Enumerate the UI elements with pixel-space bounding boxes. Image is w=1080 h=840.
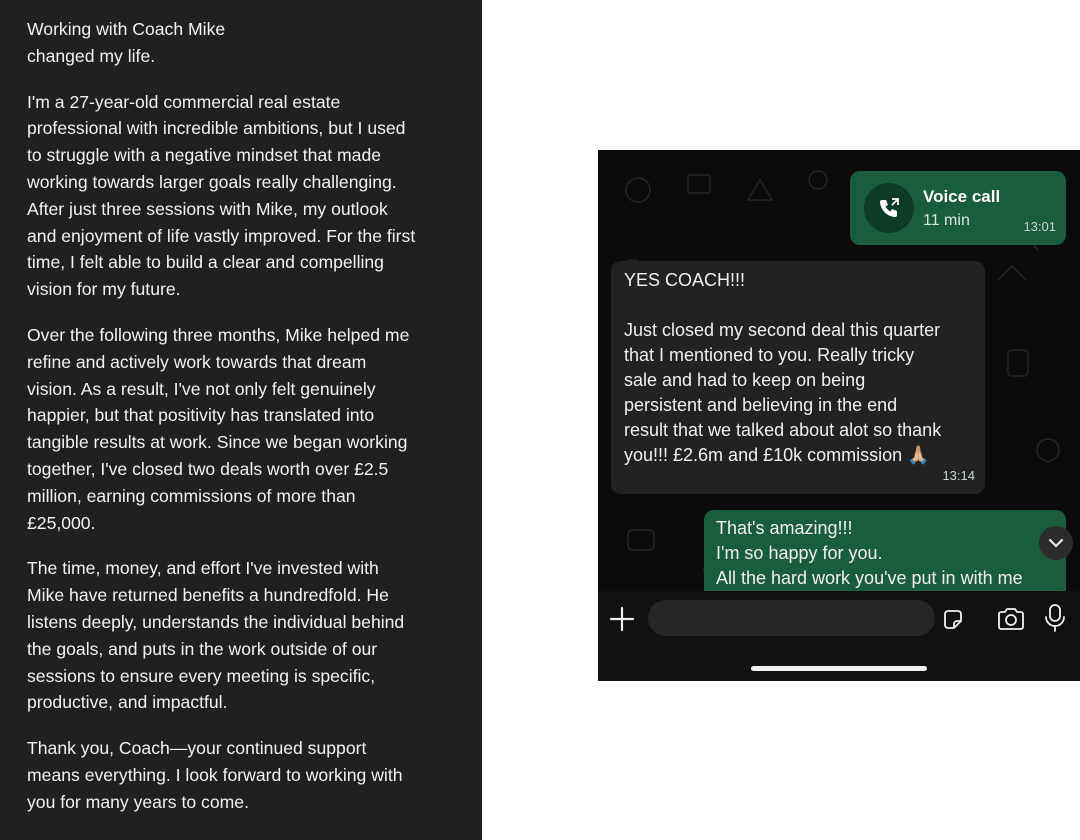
- home-indicator: [751, 666, 927, 671]
- incoming-message-bubble[interactable]: [611, 261, 985, 494]
- message-line: sale and had to keep on being: [624, 370, 866, 390]
- paragraph-line: refine and actively work towards that dream: [27, 351, 367, 372]
- camera-icon[interactable]: [996, 606, 1026, 632]
- testimonial-headline: [27, 16, 458, 70]
- incoming-timestamp: 13:14: [942, 468, 975, 483]
- plus-icon[interactable]: [608, 605, 636, 633]
- paragraph-line: to struggle with a negative mindset that made: [27, 145, 382, 166]
- paragraph-line: Over the following three months, Mike helped me: [27, 324, 410, 345]
- call-duration: 11 min: [923, 212, 970, 229]
- paragraph-line: you for many years to come.: [27, 791, 249, 812]
- paragraph-line: After just three sessions with Mike, my outlook: [27, 198, 388, 219]
- message-line: you!!! £2.6m and £10k commission 🙏🏼: [624, 445, 930, 465]
- testimonial-paragraph-3: [27, 555, 458, 716]
- phone-call-icon: [877, 196, 901, 220]
- paragraph-line: professional with incredible ambitions, but I used: [27, 118, 406, 139]
- paragraph-line: vision. As a result, I've not only felt genuinely: [27, 378, 376, 399]
- headline-line: Working with Coach Mike: [27, 19, 226, 39]
- paragraph-line: vision for my future.: [27, 279, 181, 300]
- message-line: All the hard work you've put in with me: [716, 568, 1023, 588]
- testimonial-paragraph-1: [27, 89, 458, 303]
- microphone-icon[interactable]: [1044, 603, 1066, 633]
- paragraph-line: productive, and impactful.: [27, 692, 228, 713]
- call-title: Voice call: [923, 187, 1001, 206]
- paragraph-line: sessions to ensure every meeting is specific,: [27, 665, 376, 686]
- voice-call-bubble[interactable]: [850, 171, 1066, 245]
- paragraph-line: the goals, and puts in the work outside of our: [27, 638, 378, 659]
- call-icon-circle: [864, 183, 914, 233]
- message-composer: [598, 591, 1080, 681]
- message-line: YES COACH!!!: [624, 270, 746, 290]
- message-line: that I mentioned to you. Really tricky: [624, 345, 915, 365]
- headline-line: changed my life.: [27, 45, 156, 66]
- paragraph-line: Thank you, Coach—your continued support: [27, 738, 367, 759]
- sticker-icon[interactable]: [941, 608, 965, 632]
- paragraph-line: happier, but that positivity has translated into: [27, 405, 375, 426]
- message-line: persistent and believing in the end: [624, 395, 898, 415]
- testimonial-panel: [0, 0, 482, 840]
- call-timestamp: 13:01: [1023, 219, 1056, 234]
- testimonial-paragraph-4: [27, 735, 458, 815]
- paragraph-line: and enjoyment of life vastly improved. For the first: [27, 225, 416, 246]
- paragraph-line: tangible results at work. Since we began working: [27, 432, 408, 453]
- chat-screenshot: [598, 150, 1080, 681]
- message-line: That's amazing!!!: [716, 518, 853, 538]
- message-line: Just closed my second deal this quarter: [624, 320, 941, 340]
- testimonial-paragraph-2: [27, 322, 458, 536]
- paragraph-line: The time, money, and effort I've invested with: [27, 558, 379, 579]
- chevron-down-icon: [1048, 536, 1064, 550]
- message-blank-line: [624, 293, 975, 318]
- scroll-to-bottom-button[interactable]: [1039, 526, 1073, 560]
- message-line: I'm so happy for you.: [716, 543, 883, 563]
- paragraph-line: million, earning commissions of more than: [27, 485, 356, 506]
- message-line: result that we talked about alot so thank: [624, 420, 942, 440]
- paragraph-line: together, I've closed two deals worth over £2.5: [27, 458, 389, 479]
- paragraph-line: £25,000.: [27, 512, 96, 533]
- paragraph-line: Mike have returned benefits a hundredfold. He: [27, 585, 389, 606]
- paragraph-line: working towards larger goals really challenging.: [27, 171, 397, 192]
- message-input[interactable]: [648, 600, 935, 636]
- paragraph-line: I'm a 27-year-old commercial real estate: [27, 91, 341, 112]
- paragraph-line: time, I felt able to build a clear and compelling: [27, 252, 384, 273]
- paragraph-line: listens deeply, understands the individual behind: [27, 611, 405, 632]
- paragraph-line: means everything. I look forward to working with: [27, 764, 403, 785]
